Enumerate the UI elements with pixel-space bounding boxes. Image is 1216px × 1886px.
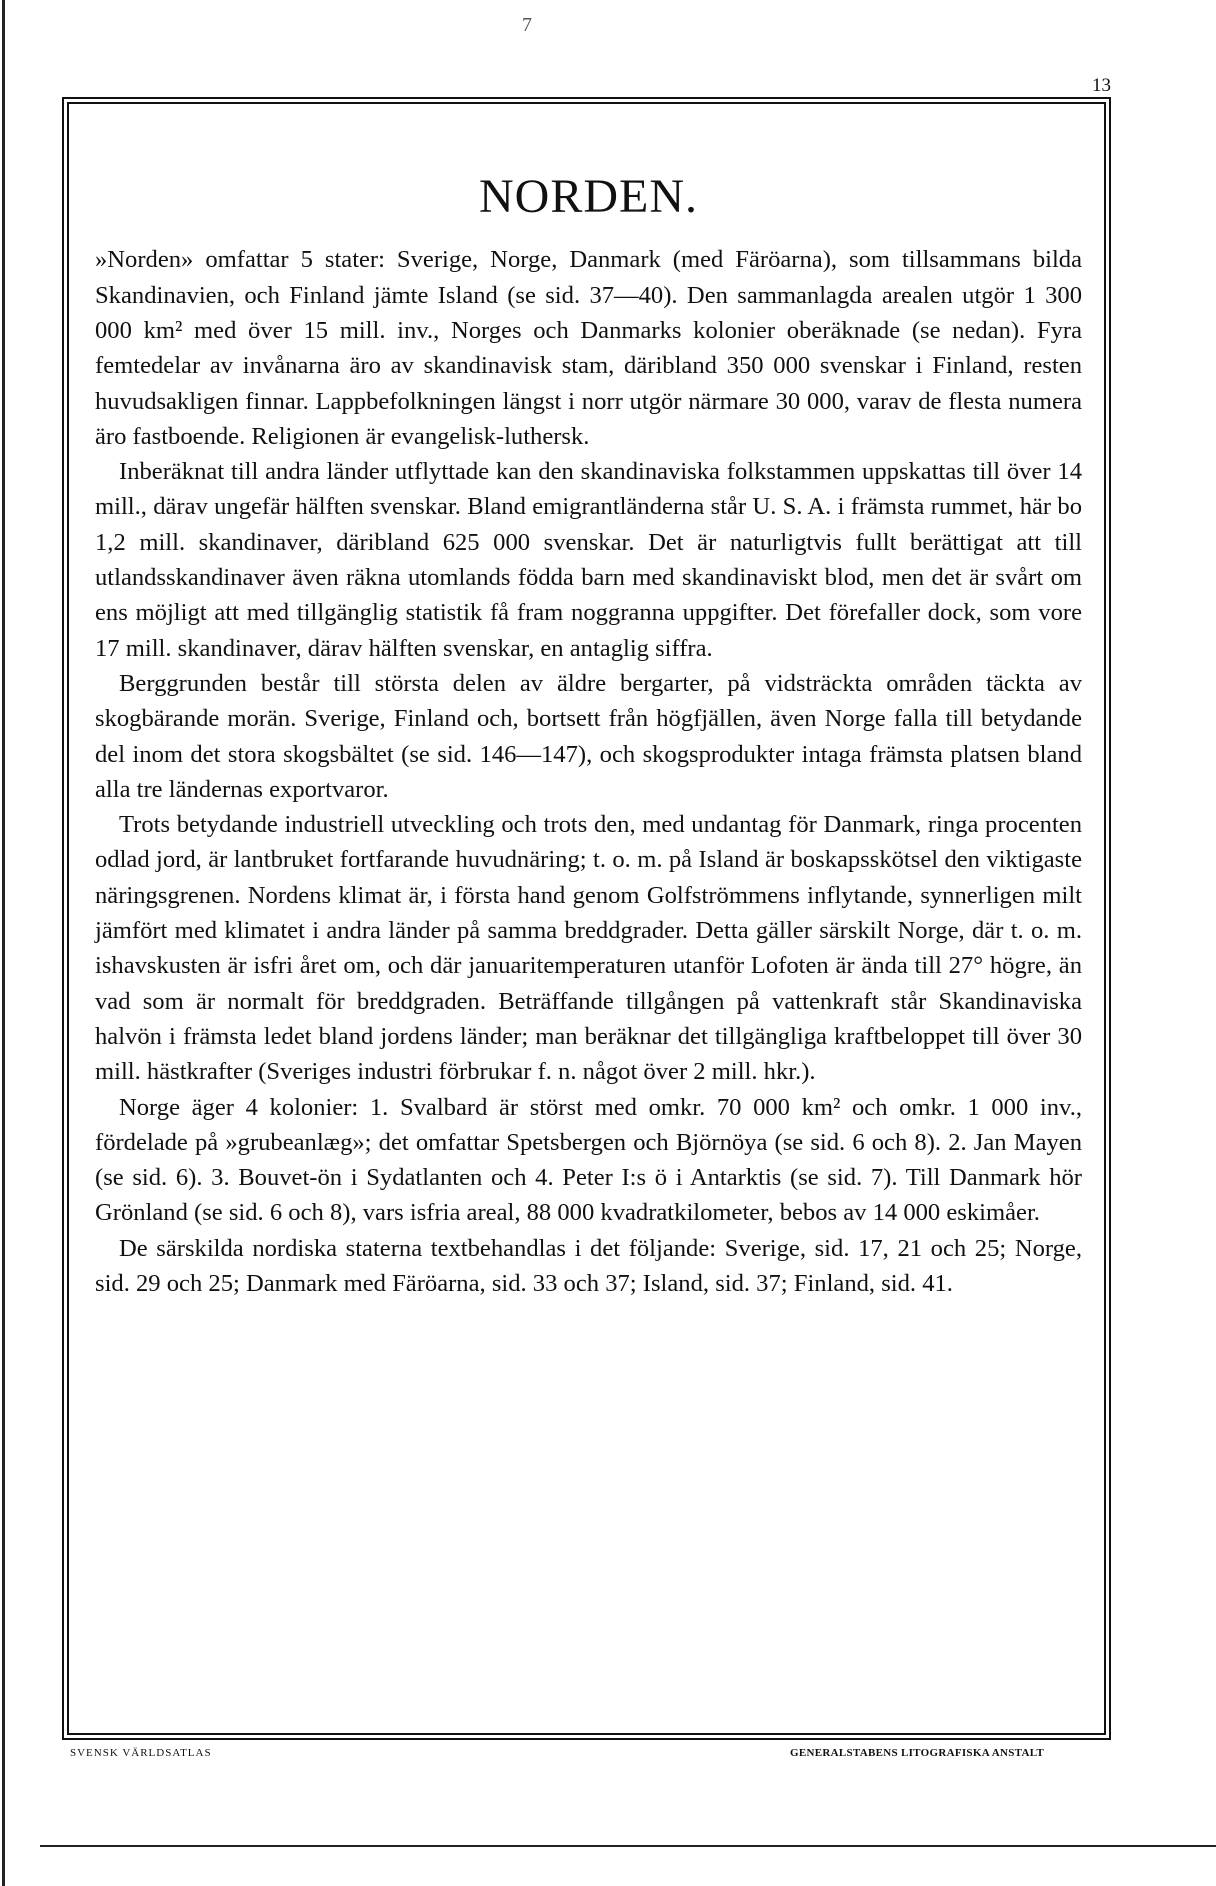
- scan-left-edge: [2, 0, 5, 1886]
- corner-mark: 7: [522, 14, 532, 36]
- footer-publisher-right: GENERALSTABENS LITOGRAFISKA ANSTALT: [790, 1747, 1045, 1759]
- paragraph-geology: Berggrunden består till största delen av äldre bergarter, på vidsträckta områden täckta av skogbärande morän. Sverige, Finland och, bortsett från högfjällen, även Norge falla till betydande del inom det stora skogsbältet (se sid. 146—147), och skogsprodukter intaga främsta platsen bland alla tre ländernas exportvaror.: [95, 669, 1082, 803]
- page-number: 13: [1092, 75, 1111, 96]
- paragraph-emigration: Inberäknat till andra länder utflyttade kan den skandinaviska folkstammen uppskattas till över 14 mill., därav ungefär hälften svenskar. Bland emigrantländerna står U. S. A. i främsta rummet, här bo 1,2 mill. skandinaver, däribland 625 000 svenskar. Det är naturligtvis fullt berättigat att till utlandsskandinaver även räkna utomlands födda barn med skandinaviskt blod, men det är svårt om ens möjligt att med tillgänglig statistik få fram noggranna uppgifter. Det förefaller dock, som vore 17 mill. skandinaver, därav hälften svenskar, en antaglig siffra.: [95, 458, 1082, 662]
- scan-bottom-line: [40, 1845, 1216, 1847]
- paragraph-economy-climate: Trots betydande industriell utveckling och trots den, med undantag för Danmark, ringa procenten odlad jord, är lantbruket fortfarande huvudnäring; t. o. m. på Island är boskapsskötsel den viktigaste näringsgrenen. Nordens klimat är, i första hand genom Golfströmmens inflytande, synnerligen milt jämfört med klimatet i andra länder på samma breddgrader. Detta gäller särskilt Norge, där t. o. m. ishavskusten är isfri året om, och där januaritemperaturen utanför Lofoten är ända till 27° högre, än vad som är normalt för breddgraden. Beträffande tillgången på vattenkraft står Skandinaviska halvön i främsta ledet bland jordens länder; man beräknar det tillgängliga kraftbeloppet till över 30 mill. hästkrafter (Sveriges industri förbrukar f. n. något över 2 mill. hkr.).: [95, 811, 1082, 1086]
- paragraph-intro: »Norden» omfattar 5 stater: Sverige, Norge, Danmark (med Färöarna), som tillsammans bilda Skandinavien, och Finland jämte Island (se sid. 37—40). Den sammanlagda arealen utgör 1 300 000 km² med över 15 mill. inv., Norges och Danmarks kolonier oberäknade (se nedan). Fyra femtedelar av invånarna äro av skandinavisk stam, däribland 350 000 svenskar i Finland, resten huvudsakligen finnar. Lappbefolkningen längst i norr utgör närmare 30 000, varav de flesta numera äro fastboende. Religionen är evangelisk-luthersk.: [95, 246, 1082, 450]
- paragraph-references: De särskilda nordiska staterna textbehandlas i det följande: Sverige, sid. 17, 21 och 25; Norge, sid. 29 och 25; Danmark med Färöarna, sid. 33 och 37; Island, sid. 37; Finland, sid. 41.: [95, 1234, 1082, 1297]
- paragraph-colonies: Norge äger 4 kolonier: 1. Svalbard är störst med omkr. 70 000 km² och omkr. 1 000 inv., fördelade på »grubeanlæg»; det omfattar Spetsbergen och Björnöya (se sid. 6 och 8). 2. Jan Mayen (se sid. 6). 3. Bouvet-ön i Sydatlanten och 4. Peter I:s ö i Antarktis (se sid. 7). Till Danmark hör Grönland (se sid. 6 och 8), vars isfria areal, 88 000 kvadratkilometer, bebos av 14 000 eskimåer.: [95, 1093, 1082, 1227]
- page-title: NORDEN.: [479, 170, 698, 223]
- footer-publisher-left: SVENSK VÄRLDSATLAS: [70, 1747, 212, 1759]
- article-body: [95, 172, 1082, 1301]
